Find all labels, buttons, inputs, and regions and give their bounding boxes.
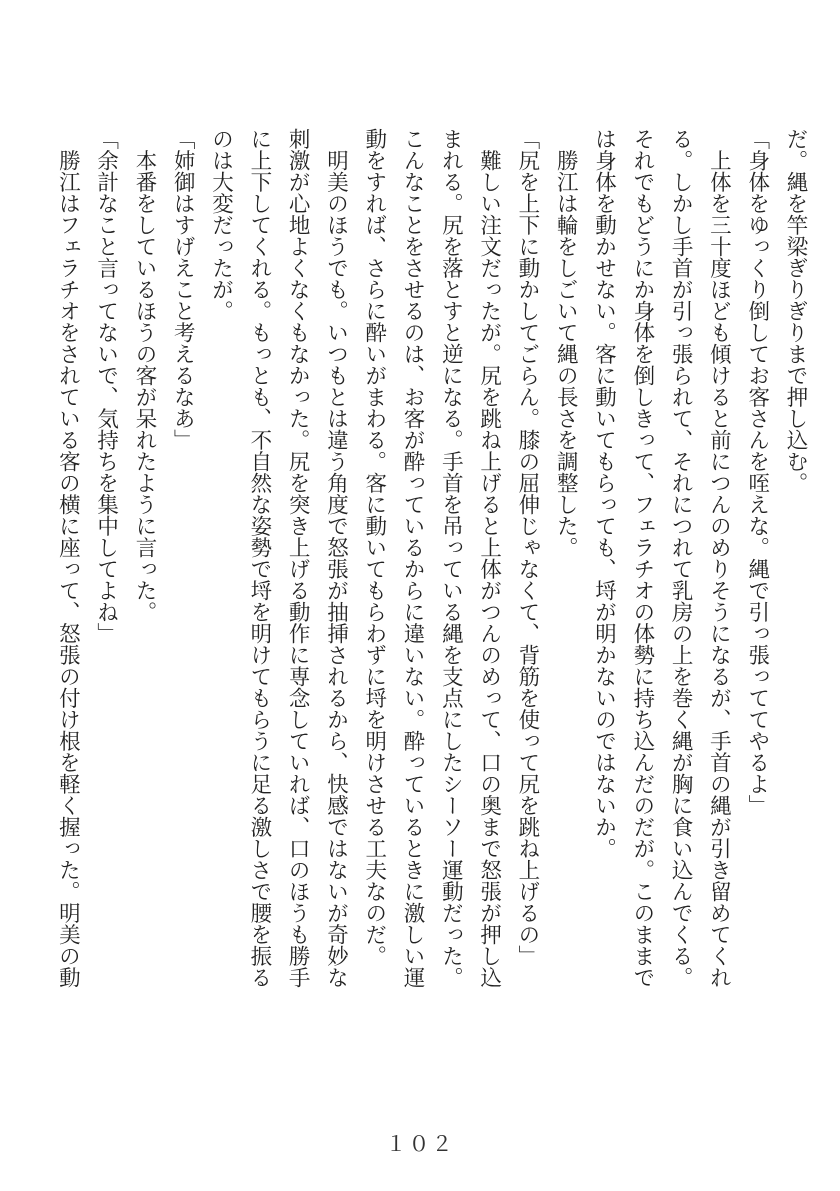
- text-line: それでもどうにか身体を倒しきって、フェラチオの体勢に持ち込んだのだが。このままで: [629, 128, 655, 988]
- body-text: [48, 128, 814, 1008]
- text-line: のは大変だったが。: [208, 128, 234, 322]
- text-line: まれる。尻を落とすと逆になる。手首を吊っている縄を支点にしたシーソー運動だった。: [438, 128, 464, 988]
- text-line: 「尻を上下に動かしてごらん。膝の屈伸じゃなくて、背筋を使って尻を跳ね上げるの」: [514, 128, 540, 967]
- text-line: 「余計なこと言ってないで、気持ちを集中してよね」: [93, 128, 119, 644]
- text-line: 明美のほうでも。いつもとは違う角度で怒張が抽挿されるから、快感ではないが奇妙な: [323, 128, 349, 988]
- text-line: 動をすれば、さらに酔いがまわる。客に動いてもらわずに埒を明けさせる工夫なのだ。: [361, 128, 387, 967]
- page-number: １０２: [385, 1132, 455, 1156]
- text-line: 「姉御はすげえこと考えるなあ」: [170, 128, 196, 451]
- text-line: る。しかし手首が引っ張られて、それにつれて乳房の上を巻く縄が胸に食い込んでくる。: [668, 128, 694, 988]
- text-line: こんなことをさせるのは、お客が酔っているからに違いない。酔っているときに激しい運: [400, 128, 426, 988]
- text-line: だ。縄を竿梁ぎりぎりまで押し込む。: [783, 128, 808, 494]
- text-line: 勝江は輪をしごいて縄の長さを調整した。: [553, 128, 579, 558]
- text-line: 勝江はフェラチオをされている客の横に座って、怒張の付け根を軽く握った。明美の動: [55, 128, 81, 988]
- text-line: は身体を動かせない。客に動いてもらっても、埒が明かないのではないか。: [591, 128, 617, 859]
- text-line: 難しい注文だったが。尻を跳ね上げると上体がつんのめって、口の奥まで怒張が押し込: [476, 128, 502, 988]
- text-line: に上下してくれる。もっとも、不自然な姿勢で埒を明けてもらうに足る激しさで腰を振る: [246, 128, 272, 988]
- text-line: 本番をしているほうの客が呆れたように言った。: [131, 128, 157, 623]
- text-line: 上体を三十度ほども傾けると前につんのめりそうになるが、手首の縄が引き留めてくれ: [706, 128, 732, 988]
- text-line: 刺激が心地よくなくもなかった。尻を突き上げる動作に専念していれば、口のほうも勝手: [285, 128, 311, 988]
- text-line: 「身体をゆっくり倒してお客さんを咥えな。縄で引っ張っててやるよ」: [744, 128, 770, 816]
